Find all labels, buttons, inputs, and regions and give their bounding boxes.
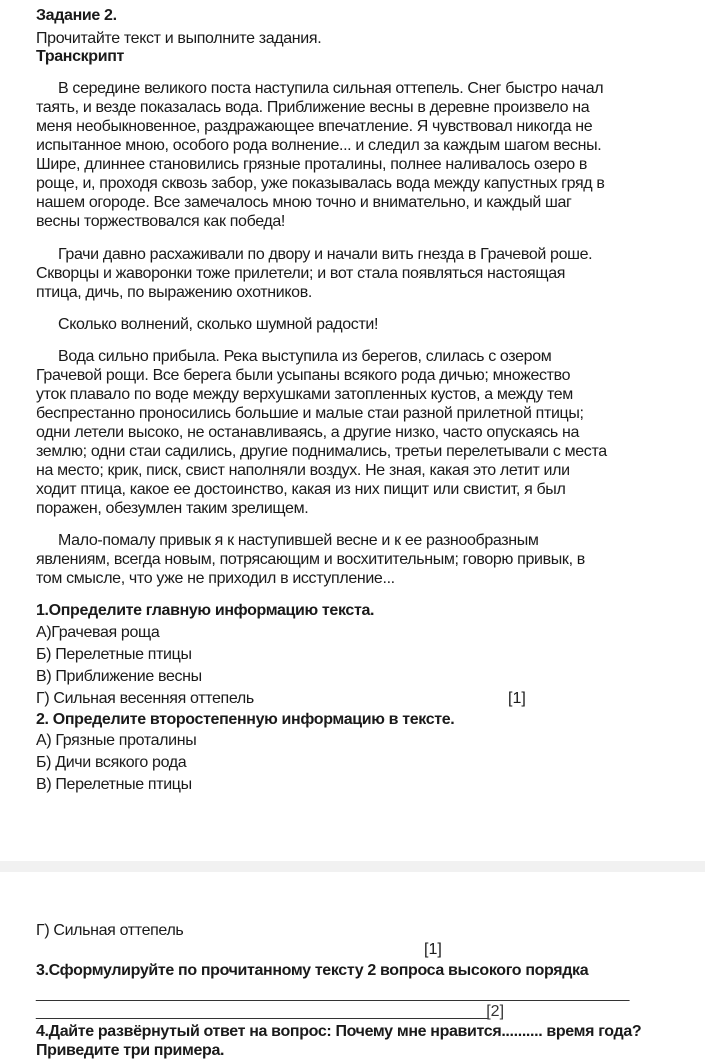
paragraph-p4-line: Вода сильно прибыла. Река выступила из берегов, слилась с озером [58, 348, 552, 365]
q1-option: В) Приближение весны [36, 668, 202, 685]
q4-title: 4.Дайте развёрнутый ответ на вопрос: Почему мне нравится.......... время года? [36, 1023, 642, 1040]
q2-score: [1] [424, 941, 442, 958]
paragraph-p2-line: птица, дичь, по выражению охотников. [36, 284, 312, 301]
paragraph-p2-line: Грачи давно расхаживали по двору и начали вить гнезда в Грачевой роше. [58, 246, 593, 263]
paragraph-p3-line: Сколько волнений, сколько шумной радости! [58, 316, 379, 333]
q1-score: [1] [508, 690, 526, 707]
q1-option: А)Грачевая роща [36, 624, 160, 641]
paragraph-p1-line: испытанное мною, особого рода волнение... и следил за каждым шагом весны. [36, 137, 602, 154]
paragraph-p1-line: нашем огороде. Все замечалось мною точно и внимательно, и каждый шаг [36, 194, 572, 211]
paragraph-p4-line: Грачевой рощи. Все берега были усыпаны всякого рода дичью; множество [36, 367, 571, 384]
paragraph-p4-line: поражен, обезумлен таким зрелищем. [36, 500, 309, 517]
q2-option: Б) Дичи всякого рода [36, 754, 187, 771]
q1-title: 1.Определите главную информацию текста. [36, 602, 375, 619]
paragraph-p5-line: явлениям, всегда новым, потрясающим и восхитительным; говорю привык, в [36, 551, 585, 568]
paragraph-p4-line: одни летели высоко, не останавливаясь, а другие низко, часто опускаясь на [36, 424, 580, 441]
q3-line-2-blank[interactable]: _________________________________________________________ [36, 1003, 487, 1020]
paragraph-p2-line: Скворцы и жаворонки тоже прилетели; и вот стала появляться настоящая [36, 265, 566, 282]
paragraph-p1-line: весны торжествовался как победа! [36, 213, 286, 230]
q3-answer-line-2[interactable] [36, 1002, 504, 1021]
q1-option: Б) Перелетные птицы [36, 646, 192, 663]
q2-option: А) Грязные проталины [36, 732, 197, 749]
q3-score: [2] [486, 1003, 505, 1020]
q3-answer-line-1[interactable]: ___________________________________________________________________________ [36, 985, 629, 1002]
paragraph-p5-line: том смысле, что уже не приходил в исступление... [36, 570, 395, 587]
instruction: Прочитайте текст и выполните задания. [36, 30, 322, 47]
paragraph-p1-line: Шире, длиннее становились грязные проталины, полнее наливалось озеро в [36, 156, 588, 173]
paragraph-p1-line: меня необыкновенное, раздражающее впечатление. Я чувствовал никогда не [36, 118, 593, 135]
q4-title-2: Приведите три примера. [36, 1042, 225, 1059]
paragraph-p4-line: землю; одни стаи садились, другие поднимались, третьи перелетывали с места [36, 443, 607, 460]
paragraph-p1-line: роще, и, проходя сквозь забор, уже показывалась вода между капустных гряд в [36, 175, 605, 192]
paragraph-p1-line: В середине великого поста наступила сильная оттепель. Снег быстро начал [58, 80, 604, 97]
q2-option: В) Перелетные птицы [36, 776, 192, 793]
page-break [0, 861, 705, 872]
paragraph-p4-line: уток плавало по воде между верхушками затопленных кустов, а между тем [36, 386, 573, 403]
paragraph-p5-line: Мало-помалу привык я к наступившей весне и к ее разнообразным [58, 532, 539, 549]
q2-title: 2. Определите второстепенную информацию в тексте. [36, 711, 455, 728]
paragraph-p4-line: на место; крик, писк, свист наполняли воздух. Не зная, какая это летит или [36, 462, 570, 479]
paragraph-p4-line: ходит птица, какое ее достоинство, какая из них пищит или свистит, я был [36, 481, 566, 498]
paragraph-p4-line: беспрестанно проносились большие и малые стаи разной прилетной птицы; [36, 405, 584, 422]
q3-title: 3.Сформулируйте по прочитанному тексту 2 вопроса высокого порядка [36, 962, 589, 979]
q1-option: Г) Сильная весенняя оттепель [36, 690, 254, 707]
task-title: Задание 2. [36, 7, 117, 24]
paragraph-p1-line: таять, и везде показалась вода. Приближение весны в деревне произвело на [36, 99, 590, 116]
transcript-label: Транскрипт [36, 48, 125, 65]
q2-option: Г) Сильная оттепель [36, 922, 184, 939]
